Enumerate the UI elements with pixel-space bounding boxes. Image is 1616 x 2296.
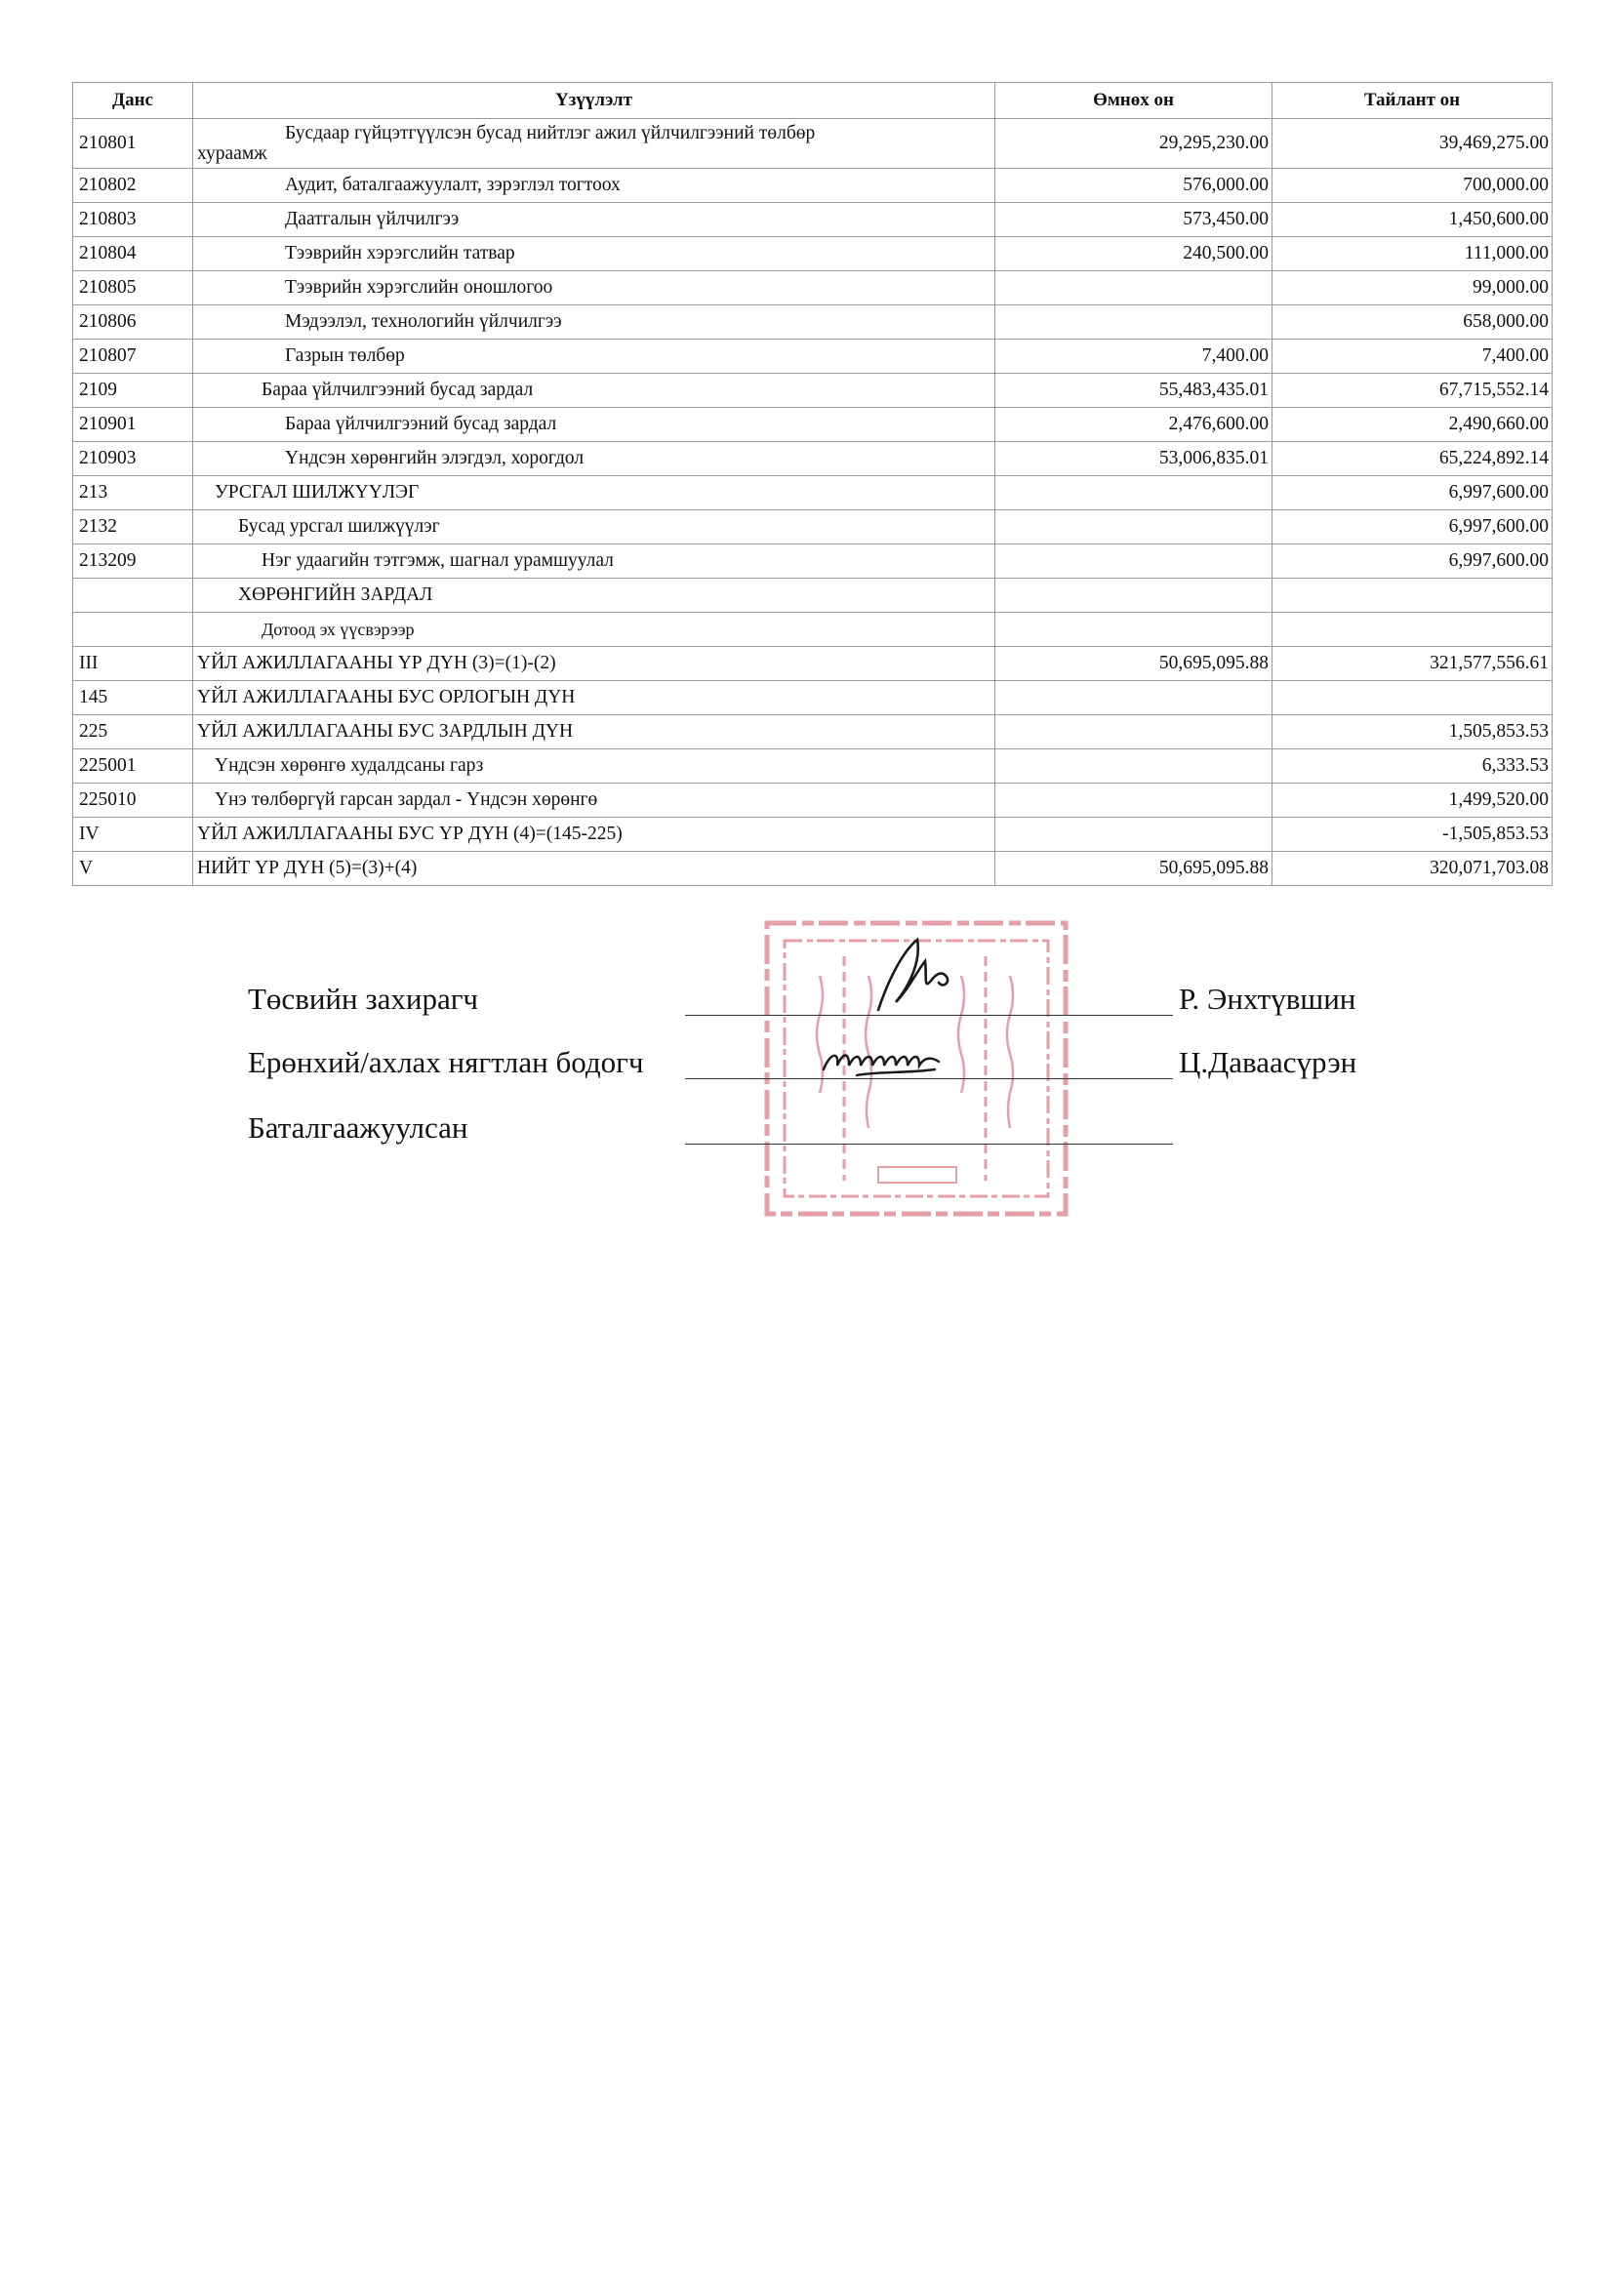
row-label: ҮЙЛ АЖИЛЛАГААНЫ БУС ОРЛОГЫН ДҮН [193, 681, 995, 715]
row-label-line2: хураамж [197, 143, 267, 164]
row-label: УРСГАЛ ШИЛЖҮҮЛЭГ [193, 476, 995, 510]
account-code: 210901 [73, 408, 193, 442]
previous-value [995, 613, 1273, 647]
table-row [73, 613, 1553, 647]
previous-value: 576,000.00 [995, 169, 1273, 203]
current-value: 65,224,892.14 [1273, 442, 1553, 476]
current-value: 2,490,660.00 [1273, 408, 1553, 442]
current-value [1273, 613, 1553, 647]
header-reporting-year: Тайлант он [1273, 83, 1553, 119]
previous-value: 50,695,095.88 [995, 647, 1273, 681]
current-value [1273, 681, 1553, 715]
row-label: Тээврийн хэрэгслийн татвар [193, 237, 995, 271]
table-row [73, 510, 1553, 544]
row-label: Тээврийн хэрэгслийн оношлогоо [193, 271, 995, 305]
current-value: 7,400.00 [1273, 340, 1553, 374]
previous-value [995, 681, 1273, 715]
row-label: ҮЙЛ АЖИЛЛАГААНЫ ҮР ДҮН (3)=(1)-(2) [193, 647, 995, 681]
current-value: 1,505,853.53 [1273, 715, 1553, 749]
previous-value: 240,500.00 [995, 237, 1273, 271]
previous-value [995, 579, 1273, 613]
current-value: 99,000.00 [1273, 271, 1553, 305]
current-value: 1,450,600.00 [1273, 203, 1553, 237]
account-code: 210806 [73, 305, 193, 340]
previous-value [995, 715, 1273, 749]
row-label: Даатгалын үйлчилгээ [193, 203, 995, 237]
current-value: 67,715,552.14 [1273, 374, 1553, 408]
manager-signature [849, 932, 976, 1020]
manager-signature-line [685, 1015, 1173, 1016]
row-label: Нэг удаагийн тэтгэмж, шагнал урамшуулал [193, 544, 995, 579]
current-value: 39,469,275.00 [1273, 119, 1553, 169]
row-label: ҮЙЛ АЖИЛЛАГААНЫ БУС ҮР ДҮН (4)=(145-225) [193, 818, 995, 852]
table-row [73, 374, 1553, 408]
account-code: IV [73, 818, 193, 852]
table-row [73, 681, 1553, 715]
manager-title: Төсвийн захирагч [248, 982, 479, 1016]
row-label: Бараа үйлчилгээний бусад зардал [193, 408, 995, 442]
verified-signature-line [685, 1144, 1173, 1145]
account-code: 2109 [73, 374, 193, 408]
table-row [73, 476, 1553, 510]
row-label: ҮЙЛ АЖИЛЛАГААНЫ БУС ЗАРДЛЫН ДҮН [193, 715, 995, 749]
current-value: 320,071,703.08 [1273, 852, 1553, 886]
current-value [1273, 579, 1553, 613]
table-row [73, 715, 1553, 749]
previous-value [995, 784, 1273, 818]
table-row [73, 169, 1553, 203]
previous-value: 7,400.00 [995, 340, 1273, 374]
account-code: III [73, 647, 193, 681]
current-value: 6,997,600.00 [1273, 544, 1553, 579]
previous-value: 2,476,600.00 [995, 408, 1273, 442]
account-code: 210804 [73, 237, 193, 271]
table-row [73, 305, 1553, 340]
financial-table [72, 82, 1553, 886]
current-value: 700,000.00 [1273, 169, 1553, 203]
account-code: 213 [73, 476, 193, 510]
row-label: Үндсэн хөрөнгө худалдсаны гарз [193, 749, 995, 784]
accountant-name: Ц.Даваасүрэн [1179, 1045, 1357, 1079]
account-code: 225 [73, 715, 193, 749]
table-header-row [73, 83, 1553, 119]
table-row [73, 340, 1553, 374]
row-label: ХӨРӨНГИЙН ЗАРДАЛ [193, 579, 995, 613]
current-value: 6,333.53 [1273, 749, 1553, 784]
header-account: Данс [73, 83, 193, 119]
row-label-line1: Бусдаар гүйцэтгүүлсэн бусад нийтлэг ажил үйлчилгээний төлбөр [285, 123, 816, 143]
previous-value [995, 818, 1273, 852]
previous-value: 573,450.00 [995, 203, 1273, 237]
current-value: 321,577,556.61 [1273, 647, 1553, 681]
previous-value [995, 476, 1273, 510]
row-label: Аудит, баталгаажуулалт, зэрэглэл тогтоох [193, 169, 995, 203]
account-code: V [73, 852, 193, 886]
row-label: Мэдээлэл, технологийн үйлчилгээ [193, 305, 995, 340]
row-label: Дотоод эх үүсвэрээр [193, 613, 995, 647]
previous-value: 50,695,095.88 [995, 852, 1273, 886]
account-code: 225010 [73, 784, 193, 818]
previous-value: 55,483,435.01 [995, 374, 1273, 408]
account-code: 210805 [73, 271, 193, 305]
current-value: 111,000.00 [1273, 237, 1553, 271]
table-row [73, 408, 1553, 442]
row-label: Газрын төлбөр [193, 340, 995, 374]
row-label: Бараа үйлчилгээний бусад зардал [193, 374, 995, 408]
table-row [73, 271, 1553, 305]
current-value: 6,997,600.00 [1273, 510, 1553, 544]
account-code: 2132 [73, 510, 193, 544]
account-code: 213209 [73, 544, 193, 579]
table-row [73, 749, 1553, 784]
account-code: 210803 [73, 203, 193, 237]
verified-title: Баталгаажуулсан [248, 1110, 468, 1145]
account-code: 210801 [73, 119, 193, 169]
table-row [73, 579, 1553, 613]
current-value: 6,997,600.00 [1273, 476, 1553, 510]
header-previous-year: Өмнөх он [995, 83, 1273, 119]
current-value: -1,505,853.53 [1273, 818, 1553, 852]
previous-value [995, 749, 1273, 784]
table-row [73, 237, 1553, 271]
account-code [73, 579, 193, 613]
account-code: 145 [73, 681, 193, 715]
previous-value [995, 305, 1273, 340]
table-row [73, 647, 1553, 681]
account-code: 210802 [73, 169, 193, 203]
row-label: НИЙТ ҮР ДҮН (5)=(3)+(4) [193, 852, 995, 886]
current-value: 1,499,520.00 [1273, 784, 1553, 818]
table-row [73, 544, 1553, 579]
row-label: Бусад урсгал шилжүүлэг [193, 510, 995, 544]
table-row [73, 784, 1553, 818]
account-code: 210807 [73, 340, 193, 374]
row-label: Үндсэн хөрөнгийн элэгдэл, хорогдол [193, 442, 995, 476]
row-label: Үнэ төлбөргүй гарсан зардал - Үндсэн хөрөнгө [193, 784, 995, 818]
account-code [73, 613, 193, 647]
accountant-signature-line [685, 1078, 1173, 1079]
current-value: 658,000.00 [1273, 305, 1553, 340]
header-indicator: Үзүүлэлт [193, 83, 995, 119]
previous-value [995, 510, 1273, 544]
account-code: 225001 [73, 749, 193, 784]
previous-value [995, 271, 1273, 305]
accountant-title: Ерөнхий/ахлах нягтлан бодогч [248, 1045, 644, 1079]
manager-name: Р. Энхтүвшин [1179, 982, 1356, 1016]
previous-value: 29,295,230.00 [995, 119, 1273, 169]
table-row [73, 818, 1553, 852]
table-row [73, 442, 1553, 476]
previous-value: 53,006,835.01 [995, 442, 1273, 476]
previous-value [995, 544, 1273, 579]
accountant-signature [818, 1036, 947, 1087]
table-row [73, 203, 1553, 237]
table-row [73, 119, 1553, 169]
account-code: 210903 [73, 442, 193, 476]
row-label [193, 119, 995, 169]
table-row [73, 852, 1553, 886]
